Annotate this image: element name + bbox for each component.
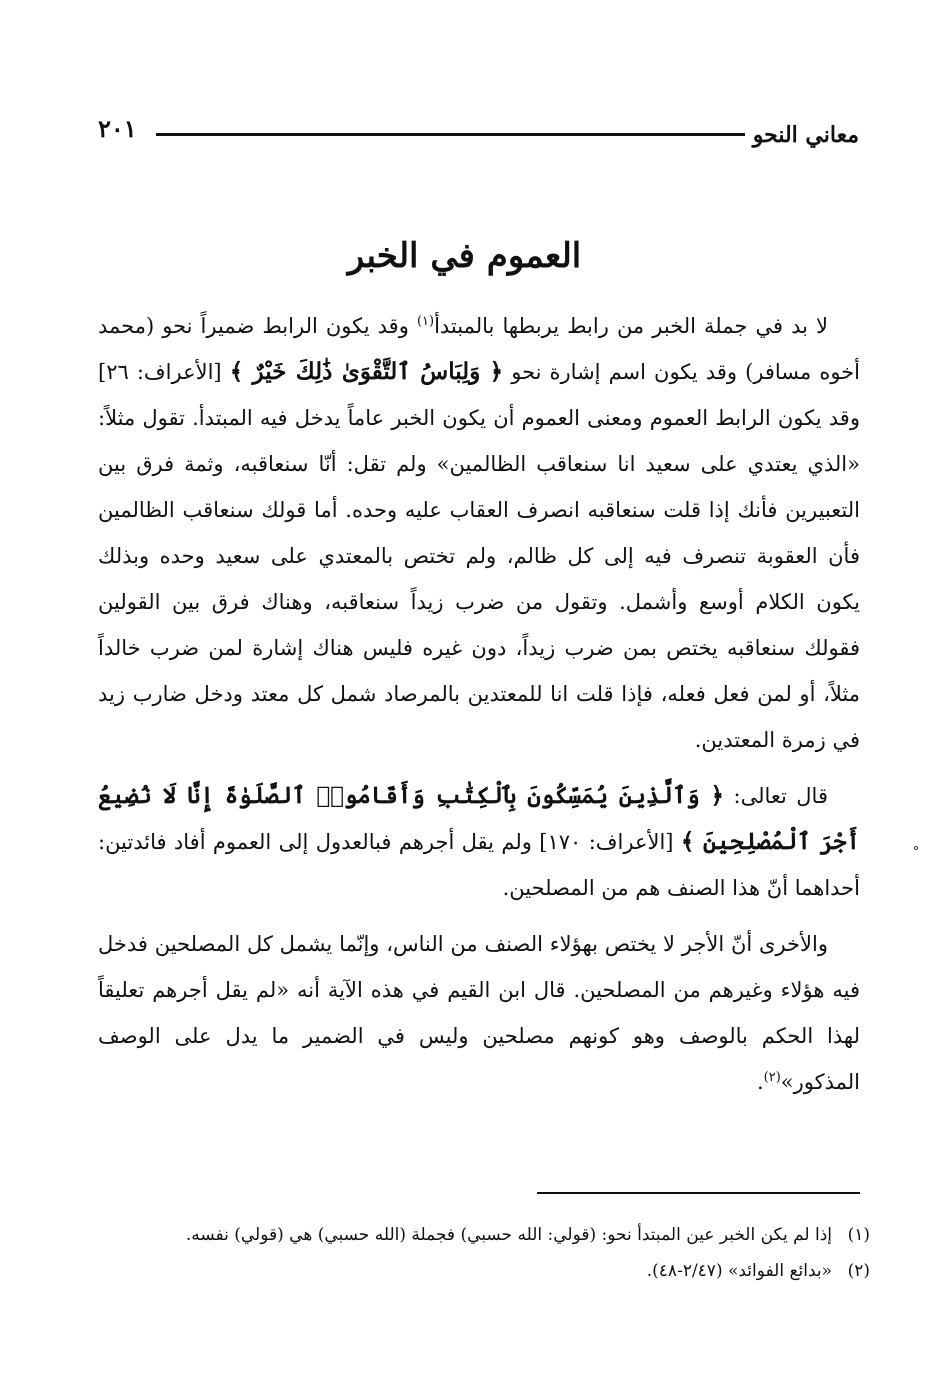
footnote-reference-1: (١) <box>416 314 435 329</box>
paragraph-2-text-b: [الأعراف: ١٧٠] ولم يقل أجرهم فبالعدول إلى العموم أفاد فائدتين: أحداهما أنّ هذا الصنف هم من المصلحين. <box>98 830 860 900</box>
paragraph-2-text-a: قال تعالى: <box>724 784 828 808</box>
quran-verse-2: ﴿ وَٱلَّذِينَ يُمَسِّكُونَ بِٱلْكِتَٰبِ وَأَقَامُوا۟ ٱلصَّلَوٰةَ إِنَّا لَا نُضِيعُ أَجْرَ ٱلْمُصْلِحِينَ ﴾ <box>98 782 860 855</box>
paragraph-3 <box>98 921 860 1105</box>
paragraph-3-end: . <box>756 1070 764 1094</box>
footnote-reference-2: (٢) <box>763 1070 781 1085</box>
running-title: معاني النحو <box>752 122 859 148</box>
paragraph-1-text-b: [الأعراف: ٢٦] وقد يكون الرابط العموم ومعنى العموم أن يكون الخبر عاماً يدخل فيه المبتدأ. تقول مثلاً: «الذي يعتدي على سعيد انا سنعاقب الظالمين» ولم تقل: أنّا سنعاقبه، وثمة فرق بين التعبيرين فأنك إذا قلت سنعاقبه انصرف العقاب عليه وحده. أما قولك سنعاقب الظالمين فأن العقوبة تنصرف فيه إلى كل ظالم، ولم تختص بالمعتدي على سعيد وحده وبذلك يكون الكلام أوسع وأشمل. وتقول من ضرب زيداً سنعاقبه، وهناك فرق بين القولين فقولك سنعاقبه يختص بمن ضرب زيداً، دون غيره فليس هناك إشارة لمن ضرب خالداً مثلاً، أو لمن فعل فعله، فإذا قلت انا للمعتدين بالمرصاد شمل كل معتد ودخل ضارب زيد في زمرة المعتدين. <box>98 360 860 752</box>
body-text <box>98 303 860 1105</box>
paragraph-3-text: والأخرى أنّ الأجر لا يختص بهؤلاء الصنف من الناس، وإنّما يشمل كل المصلحين فدخل فيه هؤلاء وغيرهم من المصلحين. قال ابن القيم في هذه الآية أنه «لم يقل أجرهم تعليقاً لهذا الحكم بالوصف وهو كونهم مصلحين وليس في الضمير ما يدل على الوصف المذكور» <box>98 932 860 1094</box>
running-header <box>98 112 859 156</box>
paragraph-1-opening: لا بد في جملة الخبر من رابط يربطها بالمبتدأ <box>434 314 828 338</box>
paragraph-2 <box>98 773 860 911</box>
header-rule <box>156 133 745 136</box>
paragraph-1-text-a: وقد يكون الرابط ضميراً نحو (محمد أخوه مسافر) وقد يكون اسم إشارة نحو <box>98 314 860 384</box>
quran-verse-1: ﴿ وَلِبَاسُ ٱلتَّقْوَىٰ ذَٰلِكَ خَيْرٌ ﴾ <box>229 358 504 385</box>
paragraph-1 <box>98 303 860 763</box>
footnote-2 <box>130 1253 870 1289</box>
footnote-text-2: «بدائع الفوائد» (٢/٤٧-٤٨). <box>646 1261 832 1281</box>
footnote-1 <box>130 1217 870 1253</box>
footnote-text-1: إذا لم يكن الخبر عين المبتدأ نحو: (قولي: الله حسبي) فجملة (الله حسبي) هي (قولي) نفسه. <box>185 1225 832 1245</box>
page-number: ٢٠١ <box>98 114 137 143</box>
footnote-separator <box>537 1192 860 1194</box>
margin-dot <box>914 846 918 850</box>
footnote-marker-2: (٢) <box>847 1261 870 1281</box>
footnotes <box>130 1217 870 1289</box>
section-heading: العموم في الخبر <box>347 236 582 276</box>
footnote-marker-1: (١) <box>847 1225 870 1245</box>
